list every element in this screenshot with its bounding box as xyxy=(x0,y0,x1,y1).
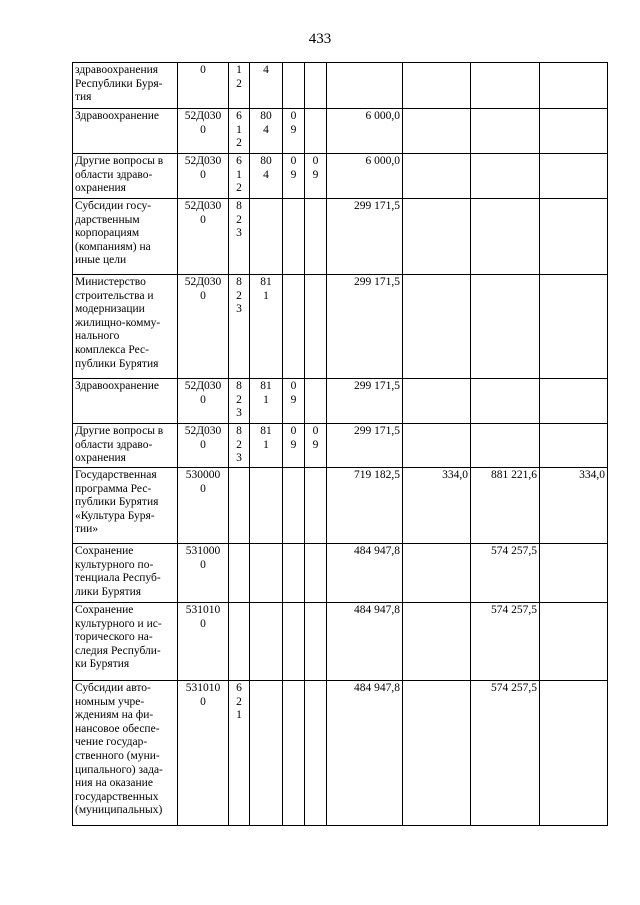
row-name-cell xyxy=(73,544,178,603)
cell-line: 0 xyxy=(200,213,206,226)
row-amount-year1-cell: 484 947,8 xyxy=(327,544,403,603)
row-code-cell xyxy=(178,379,229,424)
row-expense-type-cell xyxy=(305,603,327,681)
cell-line: 9 xyxy=(290,438,297,451)
cell-line: 531010 xyxy=(185,604,221,616)
row-amount-year1-cell: 484 947,8 xyxy=(327,681,403,826)
cell-line: 0 xyxy=(200,617,206,630)
cell-line: области здраво- xyxy=(75,168,153,181)
cell-line: жилищно-комму- xyxy=(75,316,161,329)
cell-line: Субсидии госу- xyxy=(75,200,152,212)
row-federal-year1-cell xyxy=(403,544,471,603)
cell-line: 81 xyxy=(260,380,272,392)
cell-line: 3 xyxy=(236,452,242,465)
row-federal-year1-cell xyxy=(403,199,471,275)
budget-table xyxy=(72,62,608,826)
cell-line: 2 xyxy=(236,393,242,406)
cell-line: 6 xyxy=(236,155,242,167)
row-expense-type-cell xyxy=(305,468,327,544)
row-federal-year1-cell xyxy=(403,275,471,379)
cell-line: 0 xyxy=(290,425,297,437)
row-subsection-cell xyxy=(283,379,305,424)
cell-line: 80 xyxy=(260,110,272,122)
cell-line: «Культура Буря- xyxy=(75,509,155,522)
cell-line: охранения xyxy=(75,452,126,465)
cell-line: 2 xyxy=(236,137,242,150)
row-name-cell xyxy=(73,199,178,275)
row-federal-year1-cell xyxy=(403,379,471,424)
cell-line: 0 xyxy=(200,123,206,136)
row-federal-year2-cell xyxy=(540,603,608,681)
row-subsection-cell xyxy=(283,63,305,109)
cell-line: 81 xyxy=(260,425,272,437)
cell-line: 2 xyxy=(236,289,242,302)
row-code-cell xyxy=(178,603,229,681)
row-expense-type-cell xyxy=(305,275,327,379)
row-name-cell xyxy=(73,154,178,199)
cell-line: 4 xyxy=(263,168,269,181)
cell-line: комплекса Рес- xyxy=(75,343,149,356)
cell-line: 0 xyxy=(200,558,206,571)
cell-line: 531010 xyxy=(185,682,221,694)
cell-line: публики Бурятия xyxy=(75,357,159,370)
cell-line: 1 xyxy=(263,438,269,451)
cell-line: дарственным xyxy=(75,213,140,226)
cell-line: (муниципальных) xyxy=(75,804,163,817)
cell-line: ния на оказание xyxy=(75,777,153,790)
table-row xyxy=(73,544,608,603)
cell-line: 3 xyxy=(236,227,242,240)
row-code-cell xyxy=(178,63,229,109)
cell-line: 52Д030 xyxy=(184,110,222,122)
cell-line: здравоохранения xyxy=(75,64,159,76)
row-section-cell xyxy=(250,424,283,468)
row-expense-type-cell xyxy=(305,424,327,468)
cell-line: Сохранение xyxy=(75,604,134,616)
row-code-cell xyxy=(178,544,229,603)
cell-line: 6 xyxy=(236,682,242,694)
cell-line: области здраво- xyxy=(75,438,153,451)
row-amount-year1-cell: 299 171,5 xyxy=(327,424,403,468)
cell-line: 2 xyxy=(236,695,242,708)
cell-line: нального xyxy=(75,330,120,343)
row-grbs-cell xyxy=(229,275,250,379)
row-subsection-cell xyxy=(283,603,305,681)
row-federal-year2-cell xyxy=(540,379,608,424)
budget-table-body xyxy=(73,63,608,826)
row-name-cell xyxy=(73,468,178,544)
row-name-cell xyxy=(73,379,178,424)
row-amount-year2-cell xyxy=(471,199,540,275)
row-amount-year1-cell: 299 171,5 xyxy=(327,199,403,275)
cell-line: 531000 xyxy=(185,545,221,557)
row-name-cell xyxy=(73,603,178,681)
table-row xyxy=(73,681,608,826)
cell-line: строительства и xyxy=(75,289,154,302)
row-expense-type-cell xyxy=(305,681,327,826)
cell-line: 4 xyxy=(263,123,269,136)
table-row xyxy=(73,109,608,154)
row-subsection-cell xyxy=(283,681,305,826)
row-expense-type-cell xyxy=(305,199,327,275)
cell-line: 3 xyxy=(236,407,242,420)
cell-line: 2 xyxy=(236,438,242,451)
cell-line: корпорациям xyxy=(75,227,140,240)
row-subsection-cell xyxy=(283,199,305,275)
cell-line: 9 xyxy=(290,393,297,406)
cell-line: ждениям на фи- xyxy=(75,709,154,722)
row-grbs-cell xyxy=(229,63,250,109)
row-grbs-cell xyxy=(229,603,250,681)
cell-line: ципального) зада- xyxy=(75,763,163,776)
row-grbs-cell xyxy=(229,154,250,199)
row-amount-year1-cell: 484 947,8 xyxy=(327,603,403,681)
row-grbs-cell xyxy=(229,468,250,544)
cell-line: Министерство xyxy=(75,276,146,288)
cell-line: 80 xyxy=(260,155,272,167)
cell-line: 0 xyxy=(290,380,297,392)
row-amount-year2-cell xyxy=(471,275,540,379)
row-federal-year1-cell xyxy=(403,603,471,681)
cell-line: 8 xyxy=(236,200,242,212)
cell-line: 9 xyxy=(312,168,319,181)
cell-line: 8 xyxy=(236,276,242,288)
row-code-cell xyxy=(178,199,229,275)
row-expense-type-cell xyxy=(305,63,327,109)
row-expense-type-cell xyxy=(305,109,327,154)
cell-line: 52Д030 xyxy=(184,425,222,437)
row-code-cell xyxy=(178,275,229,379)
cell-line: модернизации xyxy=(75,303,145,316)
table-row xyxy=(73,154,608,199)
row-amount-year1-cell: 6 000,0 xyxy=(327,154,403,199)
cell-line: 52Д030 xyxy=(184,380,222,392)
row-section-cell xyxy=(250,199,283,275)
cell-line: 0 xyxy=(200,168,206,181)
cell-line: 1 xyxy=(263,393,269,406)
cell-line: 0 xyxy=(290,110,297,122)
table-row xyxy=(73,275,608,379)
cell-line: государственных xyxy=(75,790,159,803)
cell-line: 1 xyxy=(236,168,242,181)
row-expense-type-cell xyxy=(305,154,327,199)
row-code-cell xyxy=(178,468,229,544)
cell-line: программа Рес- xyxy=(75,482,152,495)
row-code-cell xyxy=(178,681,229,826)
row-amount-year2-cell: 574 257,5 xyxy=(471,544,540,603)
row-name-cell xyxy=(73,424,178,468)
cell-line: 2 xyxy=(236,182,242,195)
cell-line: Здравоохранение xyxy=(75,110,160,122)
cell-line: 2 xyxy=(236,213,242,226)
row-federal-year1-cell: 334,0 xyxy=(403,468,471,544)
cell-line: 0 xyxy=(200,438,206,451)
table-row xyxy=(73,424,608,468)
row-federal-year2-cell: 334,0 xyxy=(540,468,608,544)
cell-line: Сохранение xyxy=(75,545,134,557)
row-federal-year1-cell xyxy=(403,109,471,154)
cell-line: 52Д030 xyxy=(184,155,222,167)
row-name-cell xyxy=(73,109,178,154)
row-federal-year2-cell xyxy=(540,109,608,154)
cell-line: 530000 xyxy=(185,469,221,481)
page-number: 433 xyxy=(308,31,332,47)
row-grbs-cell xyxy=(229,199,250,275)
table-row xyxy=(73,63,608,109)
cell-line: Другие вопросы в xyxy=(75,155,164,167)
row-section-cell xyxy=(250,544,283,603)
cell-line: 3 xyxy=(236,303,242,316)
table-row xyxy=(73,603,608,681)
row-amount-year2-cell: 574 257,5 xyxy=(471,603,540,681)
cell-line: 0 xyxy=(312,155,319,167)
row-subsection-cell xyxy=(283,154,305,199)
cell-line: тенциала Респуб- xyxy=(75,572,161,585)
cell-line: 0 xyxy=(290,155,297,167)
row-federal-year2-cell xyxy=(540,681,608,826)
row-section-cell xyxy=(250,109,283,154)
cell-line: 6 xyxy=(236,110,242,122)
row-federal-year2-cell xyxy=(540,424,608,468)
table-row xyxy=(73,379,608,424)
row-grbs-cell xyxy=(229,681,250,826)
row-code-cell xyxy=(178,424,229,468)
cell-line: нансовое обеспе- xyxy=(75,722,160,735)
row-code-cell xyxy=(178,154,229,199)
row-grbs-cell xyxy=(229,379,250,424)
cell-line: иные цели xyxy=(75,254,127,267)
cell-line: тия xyxy=(75,91,92,104)
cell-line: публики Бурятия xyxy=(75,496,159,509)
cell-line: 52Д030 xyxy=(184,276,222,288)
row-grbs-cell xyxy=(229,544,250,603)
row-federal-year2-cell xyxy=(540,199,608,275)
row-amount-year2-cell: 881 221,6 xyxy=(471,468,540,544)
row-grbs-cell xyxy=(229,424,250,468)
row-subsection-cell xyxy=(283,544,305,603)
cell-line: 81 xyxy=(260,276,272,288)
cell-line: 0 xyxy=(200,64,206,76)
row-subsection-cell xyxy=(283,275,305,379)
cell-line: ственного (муни- xyxy=(75,749,160,762)
cell-line: охранения xyxy=(75,182,126,195)
cell-line: чение государ- xyxy=(75,736,148,749)
row-amount-year1-cell: 299 171,5 xyxy=(327,275,403,379)
row-federal-year2-cell xyxy=(540,544,608,603)
cell-line: 4 xyxy=(263,64,269,76)
row-amount-year1-cell: 719 182,5 xyxy=(327,468,403,544)
cell-line: 0 xyxy=(200,695,206,708)
row-federal-year1-cell xyxy=(403,681,471,826)
cell-line: лики Бурятия xyxy=(75,585,142,598)
row-expense-type-cell xyxy=(305,544,327,603)
row-subsection-cell xyxy=(283,109,305,154)
row-name-cell xyxy=(73,681,178,826)
cell-line: Другие вопросы в xyxy=(75,425,164,437)
cell-line: 1 xyxy=(263,289,269,302)
row-amount-year2-cell xyxy=(471,379,540,424)
row-amount-year2-cell xyxy=(471,109,540,154)
row-subsection-cell xyxy=(283,468,305,544)
row-grbs-cell xyxy=(229,109,250,154)
cell-line: Республики Буря- xyxy=(75,77,163,90)
row-amount-year1-cell: 6 000,0 xyxy=(327,109,403,154)
row-section-cell xyxy=(250,681,283,826)
cell-line: культурного по- xyxy=(75,558,154,571)
cell-line: 1 xyxy=(236,64,242,76)
cell-line: 8 xyxy=(236,425,242,437)
row-federal-year2-cell xyxy=(540,275,608,379)
row-expense-type-cell xyxy=(305,379,327,424)
cell-line: торического на- xyxy=(75,631,153,644)
cell-line: Здравоохранение xyxy=(75,380,160,392)
cell-line: ки Бурятия xyxy=(75,658,130,671)
row-section-cell xyxy=(250,275,283,379)
cell-line: 9 xyxy=(312,438,319,451)
cell-line: 2 xyxy=(236,77,242,90)
table-row xyxy=(73,199,608,275)
cell-line: 9 xyxy=(290,123,297,136)
cell-line: 1 xyxy=(236,709,242,722)
cell-line: Субсидии авто- xyxy=(75,682,151,694)
row-amount-year1-cell xyxy=(327,63,403,109)
cell-line: Государственная xyxy=(75,469,157,481)
cell-line: (компаниям) на xyxy=(75,240,151,253)
row-section-cell xyxy=(250,379,283,424)
row-section-cell xyxy=(250,468,283,544)
cell-line: следия Республи- xyxy=(75,644,161,657)
row-amount-year2-cell: 574 257,5 xyxy=(471,681,540,826)
row-amount-year1-cell: 299 171,5 xyxy=(327,379,403,424)
row-federal-year1-cell xyxy=(403,63,471,109)
row-section-cell xyxy=(250,603,283,681)
row-federal-year2-cell xyxy=(540,154,608,199)
cell-line: 52Д030 xyxy=(184,200,222,212)
cell-line: 0 xyxy=(200,289,206,302)
row-federal-year1-cell xyxy=(403,424,471,468)
row-name-cell xyxy=(73,275,178,379)
cell-line: культурного и ис- xyxy=(75,617,162,630)
cell-line: номным учре- xyxy=(75,695,145,708)
row-name-cell xyxy=(73,63,178,109)
row-amount-year2-cell xyxy=(471,424,540,468)
cell-line: 0 xyxy=(200,393,206,406)
row-amount-year2-cell xyxy=(471,63,540,109)
cell-line: 8 xyxy=(236,380,242,392)
row-section-cell xyxy=(250,63,283,109)
cell-line: тии» xyxy=(75,523,99,536)
row-code-cell xyxy=(178,109,229,154)
row-amount-year2-cell xyxy=(471,154,540,199)
row-section-cell xyxy=(250,154,283,199)
row-federal-year1-cell xyxy=(403,154,471,199)
cell-line: 1 xyxy=(236,123,242,136)
row-federal-year2-cell xyxy=(540,63,608,109)
cell-line: 9 xyxy=(290,168,297,181)
cell-line: 0 xyxy=(312,425,319,437)
table-row xyxy=(73,468,608,544)
cell-line: 0 xyxy=(200,482,206,495)
row-subsection-cell xyxy=(283,424,305,468)
